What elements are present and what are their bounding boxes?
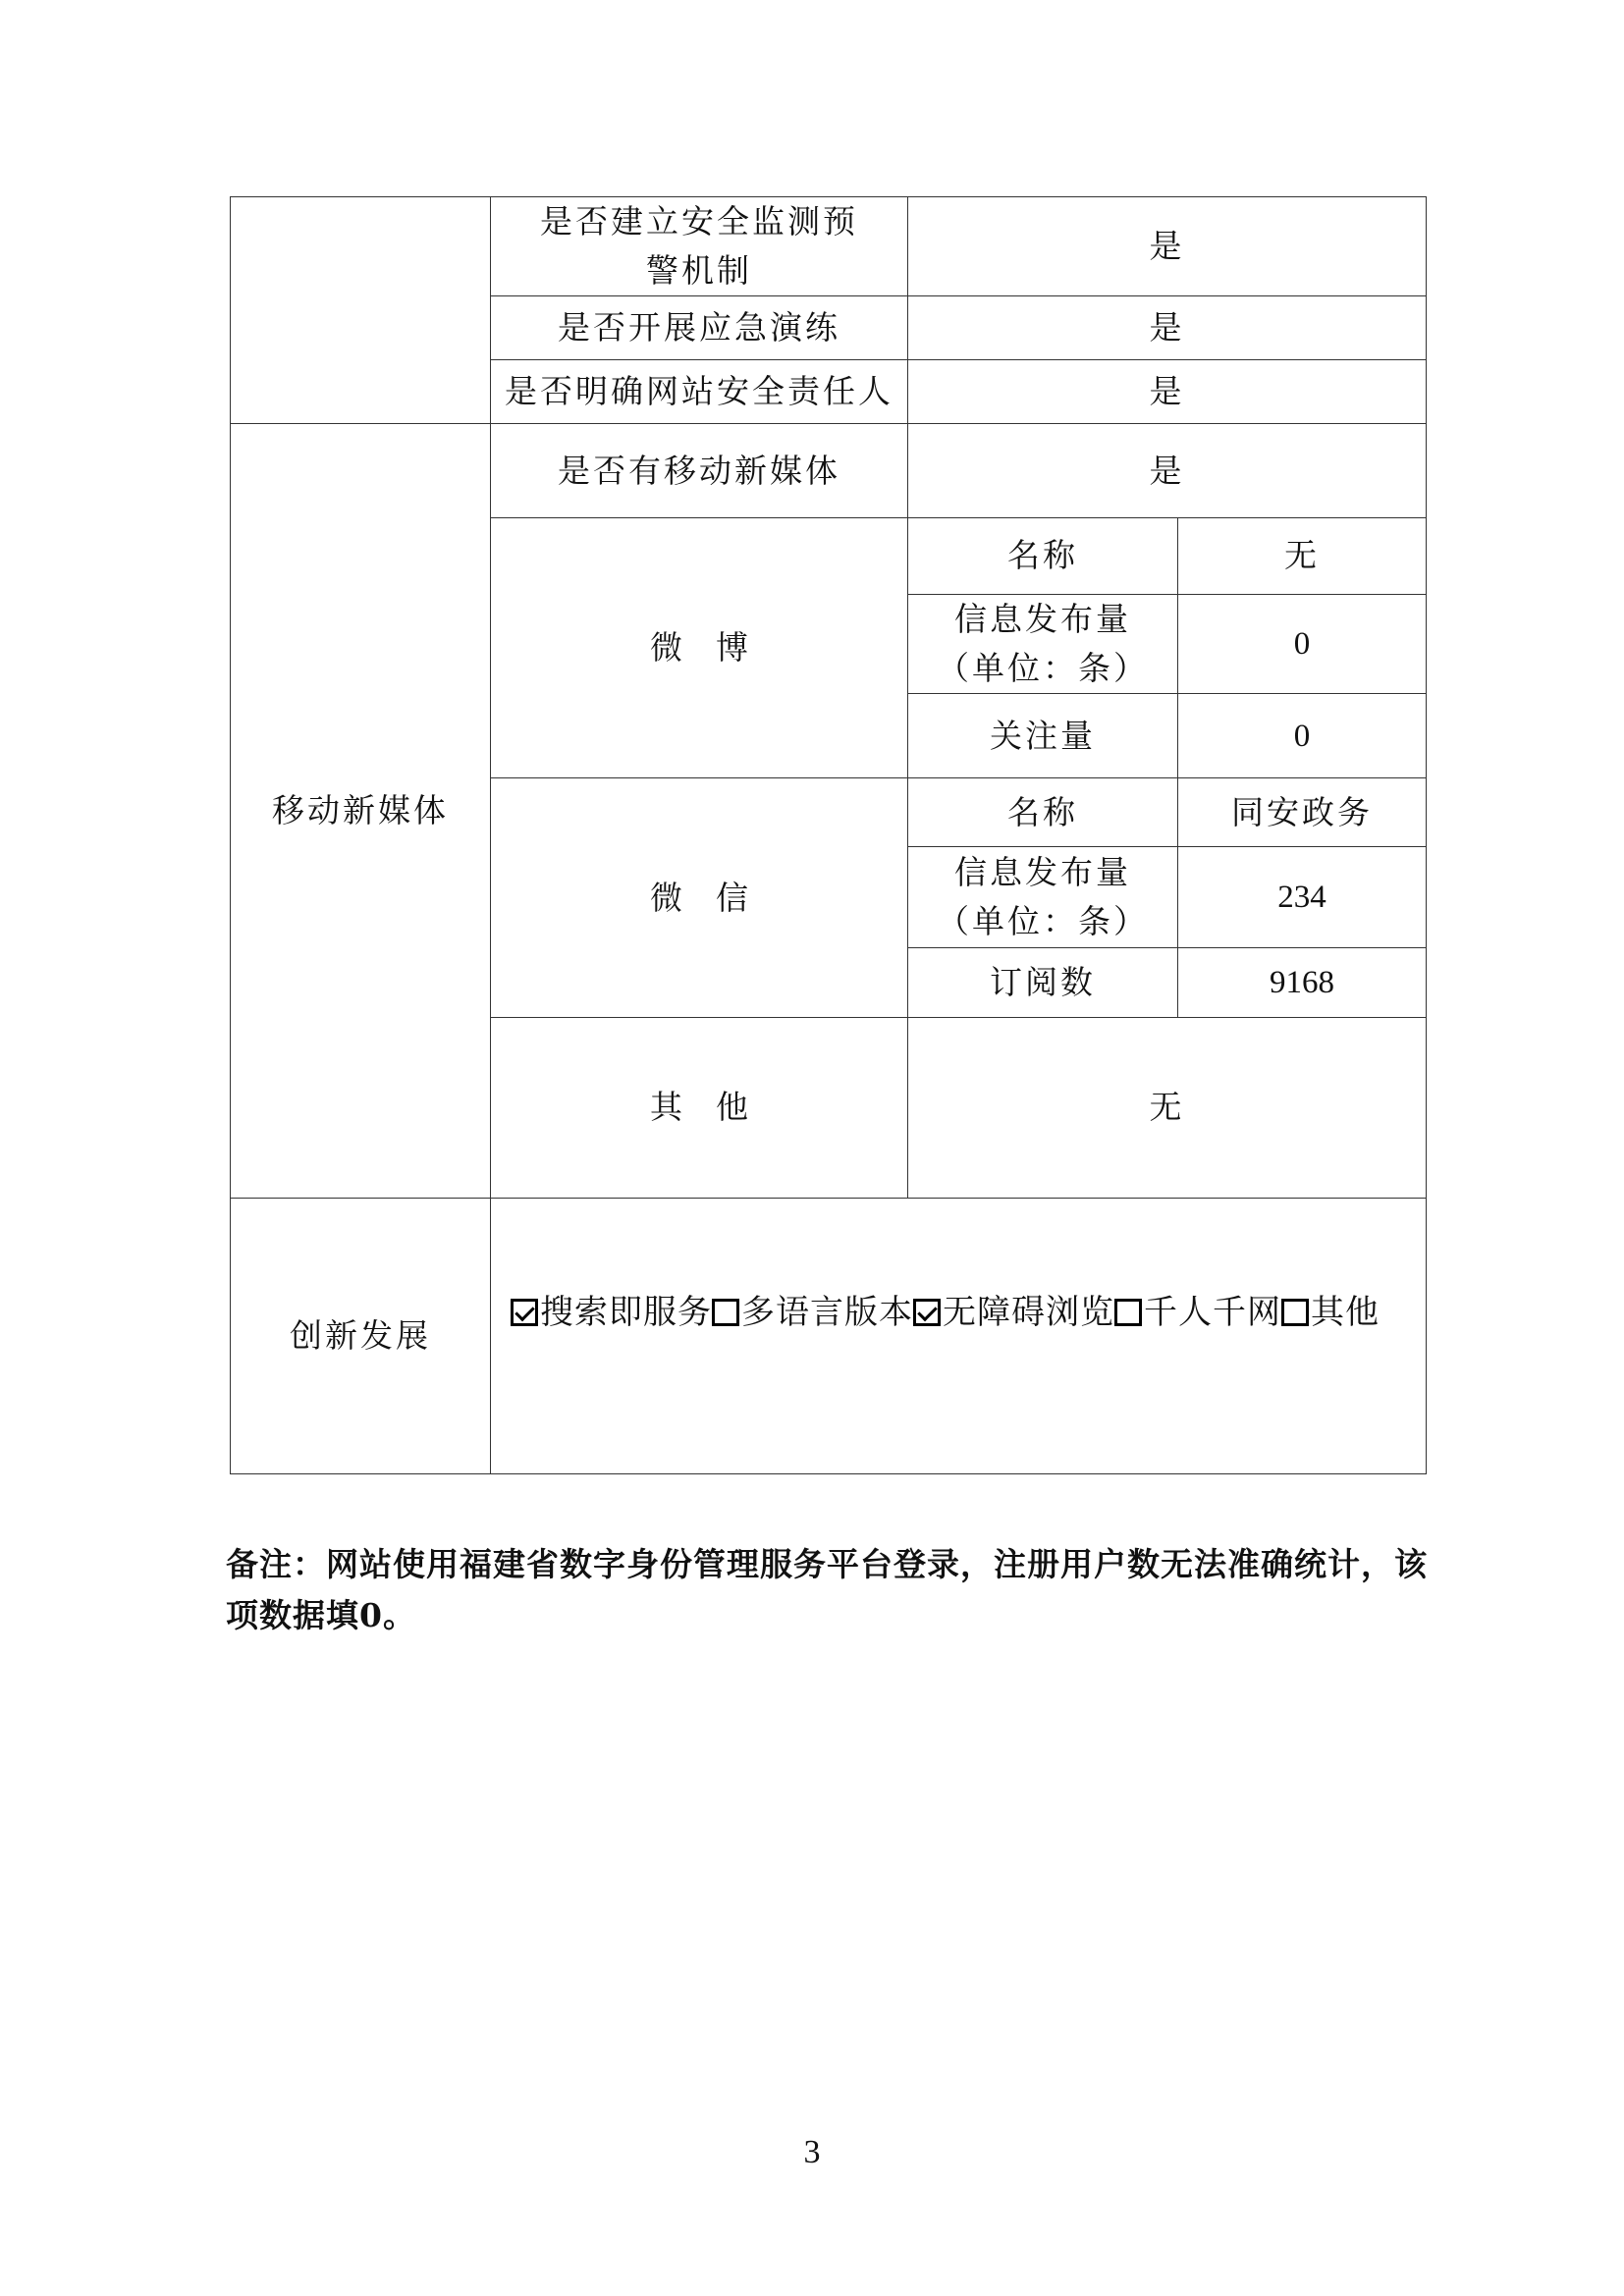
innovation-section-label: 创新发展 (231, 1198, 491, 1473)
weibo-followers-label: 关注量 (908, 693, 1178, 777)
monitoring-value: 是 (908, 197, 1427, 296)
weibo-posts-value: 0 (1178, 594, 1427, 693)
option-personalized[interactable] (1114, 1288, 1281, 1337)
remark-text: 备注：网站使用福建省数字身份管理服务平台登录，注册用户数无法准确统计，该项数据填0。 (226, 1545, 1428, 1634)
page-number: 3 (803, 2134, 821, 2170)
checkbox-icon[interactable] (1281, 1299, 1309, 1326)
weibo-posts-label-line1: 信息发布量 (954, 599, 1131, 638)
has-mobile-value: 是 (908, 423, 1427, 517)
weibo-name-label: 名称 (908, 518, 1178, 594)
option-label: 千人千网 (1144, 1293, 1281, 1333)
responsible-value: 是 (908, 359, 1427, 423)
wechat-subscribers-value: 9168 (1178, 947, 1427, 1017)
option-label: 其他 (1311, 1293, 1380, 1333)
table-row (231, 1198, 1427, 1473)
wechat-name-label: 名称 (908, 778, 1178, 847)
wechat-posts-label (908, 847, 1178, 947)
checkbox-icon[interactable] (712, 1299, 739, 1326)
option-accessibility[interactable] (913, 1288, 1114, 1337)
wechat-posts-value: 234 (1178, 847, 1427, 947)
security-section-cell (231, 197, 491, 424)
report-table (230, 196, 1427, 1474)
drill-value: 是 (908, 296, 1427, 359)
other-label: 其他 (491, 1018, 908, 1199)
innovation-options-cell (491, 1198, 1427, 1473)
mobile-section-label: 移动新媒体 (231, 423, 491, 1198)
weibo-posts-label-line2: （单位：条） (937, 648, 1149, 687)
wechat-label: 微信 (491, 778, 908, 1018)
responsible-label: 是否明确网站安全责任人 (491, 359, 908, 423)
innovation-options (511, 1288, 1380, 1340)
table-row (231, 423, 1427, 517)
option-label: 搜索即服务 (540, 1293, 712, 1333)
wechat-subscribers-label: 订阅数 (908, 947, 1178, 1017)
other-value: 无 (908, 1018, 1427, 1199)
weibo-label: 微博 (491, 518, 908, 778)
wechat-posts-label-line2: （单位：条） (937, 902, 1149, 941)
table-row (231, 197, 1427, 296)
weibo-followers-value: 0 (1178, 693, 1427, 777)
option-other[interactable] (1281, 1288, 1380, 1337)
weibo-posts-label (908, 594, 1178, 693)
has-mobile-label: 是否有移动新媒体 (491, 423, 908, 517)
option-label: 多语言版本 (741, 1293, 913, 1333)
wechat-name-value: 同安政务 (1178, 778, 1427, 847)
option-search-as-service[interactable] (511, 1288, 712, 1337)
checkbox-icon[interactable] (1114, 1299, 1142, 1326)
drill-label: 是否开展应急演练 (491, 296, 908, 359)
weibo-name-value: 无 (1178, 518, 1427, 594)
monitoring-label: 是否建立安全监测预警机制 (491, 197, 908, 296)
option-label: 无障碍浏览 (943, 1293, 1114, 1333)
checkbox-icon[interactable] (511, 1299, 538, 1326)
wechat-posts-label-line1: 信息发布量 (954, 853, 1131, 892)
checkbox-icon[interactable] (913, 1299, 941, 1326)
option-multilingual[interactable] (712, 1288, 913, 1337)
